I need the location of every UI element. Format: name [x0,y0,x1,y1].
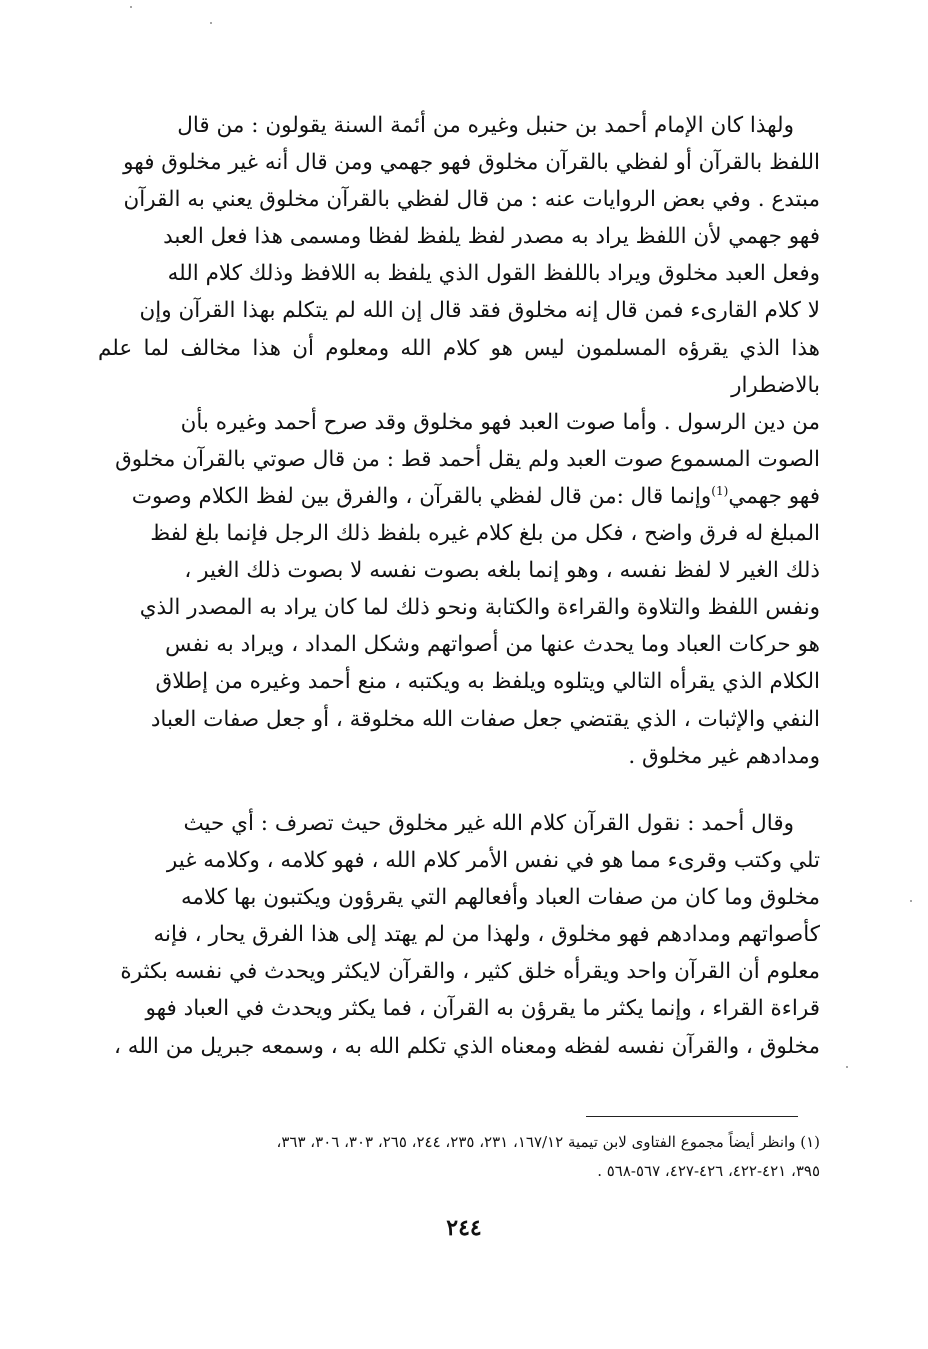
footnote-line: ٣٩٥، ٤٢١-٤٢٢، ٤٢٦-٤٢٧، ٥٦٧-٥٦٨ . [597,1162,820,1180]
footnote-reference[interactable]: (1) [711,483,729,498]
text-line: هو حركات العباد وما يحدث عنها من أصواتهم وشكل المداد ، ويراد به نفس [165,632,820,658]
scan-speck [910,900,912,902]
text-line: الصوت المسموع صوت العبد ولم يقل أحمد قط : من قال صوتي بالقرآن مخلوق [115,446,820,472]
paragraph-2 [98,805,820,1065]
text-line: هذا الذي يقرؤه المسلمون ليس هو كلام الله ومعلوم أن هذا مخالف لما علم بالاضطرار [98,335,820,398]
text-line: لا كلام القارىء فمن قال إنه مخلوق فقد قال إن الله لم يتكلم بهذا القرآن وإن [139,298,820,324]
text-line: وقال أحمد : نقول القرآن كلام الله غير مخلوق حيث تصرف : أي حيث [183,811,794,836]
scan-speck [846,1066,848,1068]
text-line: النفي والإثبات ، الذي يقتضي جعل صفات الله مخلوقة ، أو جعل صفات العباد [150,706,820,732]
text-line: المبلغ له فرق واضح ، فكل من بلغ كلام غيره بلفظ ذلك الرجل فإنما بلغ لفظ [150,521,820,547]
text-line: ولهذا كان الإمام أحمد بن حنبل وغيره من أئمة السنة يقولون : من قال [177,113,794,138]
text-line: ونفس اللفظ والتلاوة والقراءة والكتابة ونحو ذلك لما كان يراد به المصدر الذي [139,595,820,621]
footnote-line: (١) وانظر أيضاً مجموع الفتاوى لابن تيمية ١٦٧/١٢، ٢٣١، ٢٣٥، ٢٤٤، ٢٦٥، ٣٠٣، ٣٠٦، ٣٦٣، [276,1133,820,1151]
text-line: قراءة القراء ، وإنما يكثر ما يقرؤن به القرآن ، فما يكثر ويحدث في العباد فهو [145,996,820,1022]
text-line: معلوم أن القرآن واحد ويقرأه خلق كثير ، والقرآن لايكثر ويحدث في نفسه بكثرة [120,959,820,985]
text-line: تلي وكتب وقرىء مما هو في نفس الأمر كلام الله ، فهو كلامه ، وكلامه غير [166,848,820,874]
text-line: فهو جهمي$^{(1)}$وإنما قال :من قال لفظي بالقرآن ، والفرق بين لفظ الكلام وصوت [131,483,820,509]
paragraph-1 [98,107,820,775]
text-line: ذلك الغير لا لفظ نفسه ، وهو إنما بلغه بصوت نفسه لا بصوت ذلك الغير ، [184,558,820,584]
text-line: اللفظ بالقرآن أو لفظي بالقرآن مخلوق فهو جهمي ومن قال أنه غير مخلوق فهو [123,150,820,176]
text-line: من دين الرسول . وأما صوت العبد فهو مخلوق وقد صرح أحمد وغيره بأن [180,409,820,435]
text-line: مخلوق وما كان من صفات العباد وأفعالهم التي يقرؤون ويكتبون بها كلامه [180,885,820,911]
text-line: مخلوق ، والقرآن نفسه لفظه ومعناه الذي تكلم الله به ، وسمعه جبريل من الله ، [113,1033,820,1059]
scan-speck [130,6,132,8]
footnote [98,1128,820,1186]
text-line: وفعل العبد مخلوق ويراد باللفظ القول الذي يلفظ به اللافظ وذلك كلام الله [167,261,820,287]
footnote-divider [586,1116,798,1117]
text-line: فهو جهمي لأن اللفظ يراد به مصدر لفظ يلفظ لفظا ومسمى هذا فعل العبد [163,224,820,250]
text-line: ومدادهم غير مخلوق . [628,743,820,769]
page-number: ٢٤٤ [446,1215,482,1241]
text-line: الكلام الذي يقرأه التالي ويتلوه ويلفظ به ويكتبه ، منع أحمد وغيره من إطلاق [155,669,820,695]
text-line: مبتدع . وفي بعض الروايات عنه : من قال لفظي بالقرآن مخلوق يعني به القرآن [123,187,820,213]
scan-speck [210,22,212,24]
text-line: كأصواتهم ومدادهم فهو مخلوق ، ولهذا من لم يهتد إلى هذا الفرق يحار ، فإنه [153,922,820,948]
